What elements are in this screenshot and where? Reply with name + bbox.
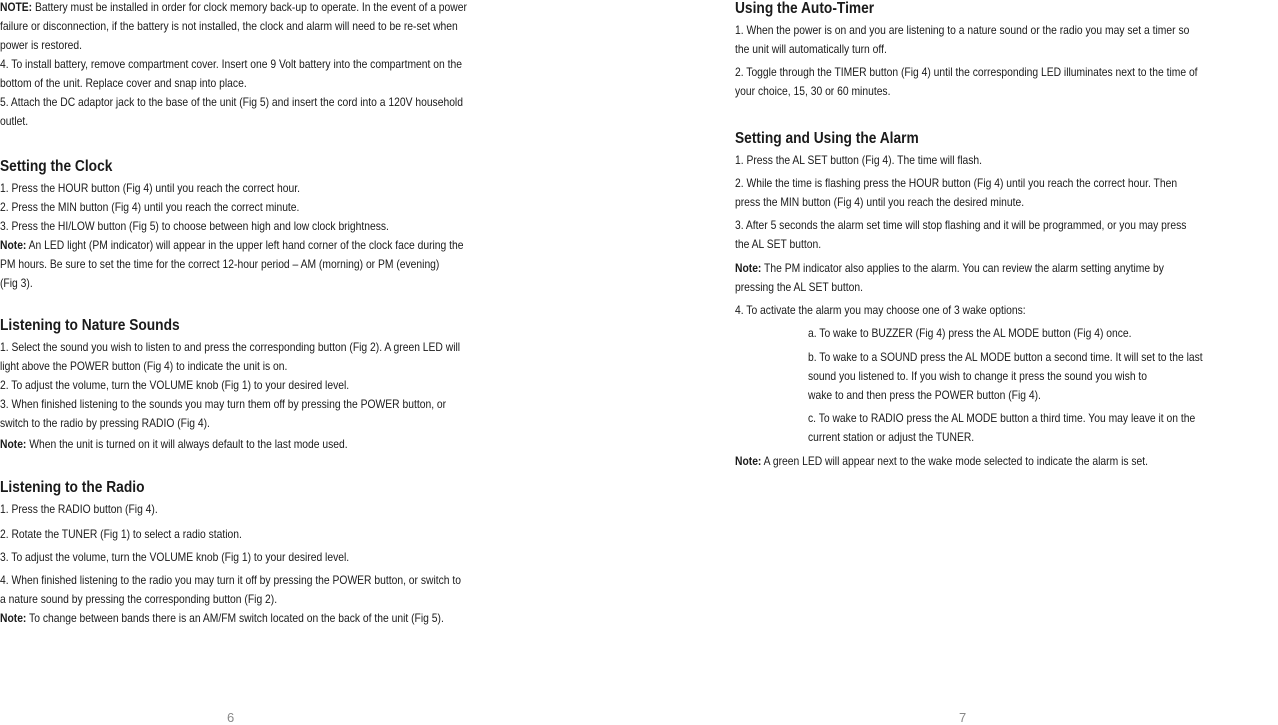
alarm-step-3-line-1: 3. After 5 seconds the alarm set time will stop flashing and it will be programmed, or you may press — [735, 218, 1187, 232]
nature-step-3-line-1: 3. When finished listening to the sounds you may turn them off by pressing the POWER button, or — [0, 397, 447, 411]
alarm-step-2-line-1: 2. While the time is flashing press the HOUR button (Fig 4) until you reach the correct hour. Then — [735, 176, 1178, 190]
timer-step-2-line-2: your choice, 15, 30 or 60 minutes. — [735, 84, 891, 98]
radio-step-2: 2. Rotate the TUNER (Fig 1) to select a radio station. — [0, 527, 242, 541]
timer-step-1-line-2: the unit will automatically turn off. — [735, 42, 887, 56]
timer-step-1-line-1: 1. When the power is on and you are listening to a nature sound or the radio you may set a timer so — [735, 23, 1190, 37]
nature-note: Note: When the unit is turned on it will always default to the last mode used. — [0, 437, 348, 451]
alarm-step-4: 4. To activate the alarm you may choose one of 3 wake options: — [735, 303, 1026, 317]
clock-step-3: 3. Press the HI/LOW button (Fig 5) to choose between high and low clock brightness. — [0, 219, 389, 233]
battery-step-5-line-1: 5. Attach the DC adaptor jack to the base of the unit (Fig 5) and insert the cord into a 120V household — [0, 95, 463, 109]
nature-step-1-line-1: 1. Select the sound you wish to listen to and press the corresponding button (Fig 2). A green LED will — [0, 340, 461, 354]
nature-step-1-line-2: light above the POWER button (Fig 4) to indicate the unit is on. — [0, 359, 288, 373]
battery-note-line-3: power is restored. — [0, 38, 83, 52]
clock-note-line-1: Note: An LED light (PM indicator) will appear in the upper left hand corner of the clock face during the — [0, 238, 464, 252]
battery-step-4-line-1: 4. To install battery, remove compartment cover. Insert one 9 Volt battery into the compartment on the — [0, 57, 462, 71]
radio-note: Note: To change between bands there is an AM/FM switch located on the back of the unit (Fig 5). — [0, 611, 444, 625]
nature-step-3-line-2: switch to the radio by pressing RADIO (Fig 4). — [0, 416, 210, 430]
wake-option-a: a. To wake to BUZZER (Fig 4) press the AL MODE button (Fig 4) once. — [808, 326, 1132, 340]
wake-option-b-line-1: b. To wake to a SOUND press the AL MODE button a second time. It will set to the last — [808, 350, 1203, 364]
alarm-step-3-line-2: the AL SET button. — [735, 237, 822, 251]
battery-step-5-line-2: outlet. — [0, 114, 29, 128]
timer-step-2-line-1: 2. Toggle through the TIMER button (Fig 4) until the corresponding LED illuminates next to the time of — [735, 65, 1198, 79]
clock-step-2: 2. Press the MIN button (Fig 4) until you reach the correct minute. — [0, 200, 300, 214]
clock-step-1: 1. Press the HOUR button (Fig 4) until you reach the correct hour. — [0, 181, 300, 195]
alarm-heading: Setting and Using the Alarm — [735, 130, 919, 147]
radio-heading: Listening to the Radio — [0, 479, 145, 496]
alarm-step-1: 1. Press the AL SET button (Fig 4). The time will flash. — [735, 153, 983, 167]
wake-option-b-line-2: sound you listened to. If you wish to change it press the sound you wish to — [808, 369, 1148, 383]
nature-step-2: 2. To adjust the volume, turn the VOLUME knob (Fig 1) to your desired level. — [0, 378, 350, 392]
clock-heading: Setting the Clock — [0, 158, 113, 175]
radio-step-4-line-1: 4. When finished listening to the radio you may turn it off by pressing the POWER button, or switch to — [0, 573, 462, 587]
alarm-note-1-line-2: pressing the AL SET button. — [735, 280, 863, 294]
clock-note-line-2: PM hours. Be sure to set the time for the correct 12-hour period – AM (morning) or PM (evening) — [0, 257, 440, 271]
alarm-note-1-line-1: Note: The PM indicator also applies to the alarm. You can review the alarm setting anytime by — [735, 261, 1164, 275]
radio-step-4-line-2: a nature sound by pressing the corresponding button (Fig 2). — [0, 592, 278, 606]
battery-note-line-2: failure or disconnection, if the battery is not installed, the clock and alarm will need to be re-set when — [0, 19, 458, 33]
page-number-left: 6 — [227, 710, 235, 725]
page-number-right: 7 — [959, 710, 967, 725]
clock-note-line-3: (Fig 3). — [0, 276, 33, 290]
wake-option-b-line-3: wake to and then press the POWER button (Fig 4). — [808, 388, 1041, 402]
radio-step-1: 1. Press the RADIO button (Fig 4). — [0, 502, 158, 516]
nature-heading: Listening to Nature Sounds — [0, 317, 180, 334]
alarm-note-2: Note: A green LED will appear next to the wake mode selected to indicate the alarm is set. — [735, 454, 1149, 468]
wake-option-c-line-1: c. To wake to RADIO press the AL MODE button a third time. You may leave it on the — [808, 411, 1196, 425]
timer-heading: Using the Auto-Timer — [735, 0, 875, 17]
alarm-step-2-line-2: press the MIN button (Fig 4) until you reach the desired minute. — [735, 195, 1025, 209]
wake-option-c-line-2: current station or adjust the TUNER. — [808, 430, 975, 444]
radio-step-3: 3. To adjust the volume, turn the VOLUME knob (Fig 1) to your desired level. — [0, 550, 350, 564]
battery-step-4-line-2: bottom of the unit. Replace cover and snap into place. — [0, 76, 247, 90]
battery-note-line-1: NOTE: Battery must be installed in order for clock memory back-up to operate. In the event of a power — [0, 0, 467, 14]
